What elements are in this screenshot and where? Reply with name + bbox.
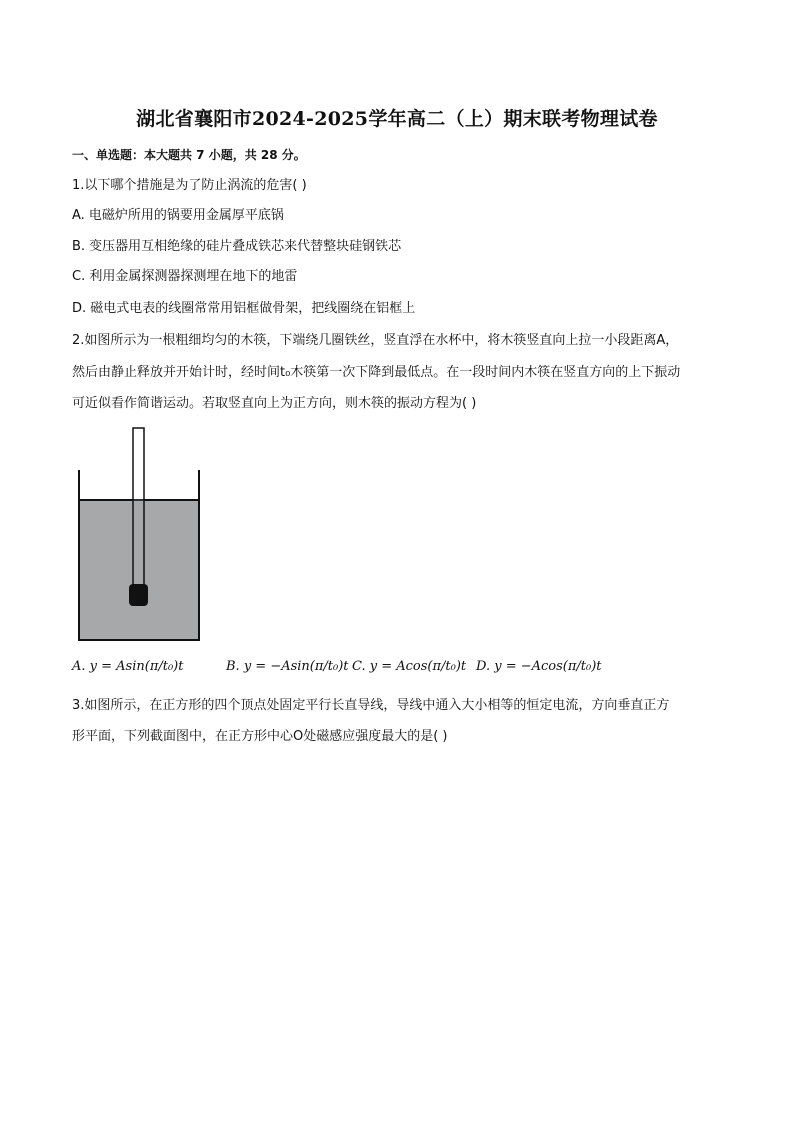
section-heading: 一、单选题：本大题共 7 小题，共 28 分。: [72, 148, 306, 162]
q2-option-d: D. y = −Acos(π/t₀)t: [476, 659, 602, 674]
q2-stem-line3: 可近似看作简谐运动。若取竖直向上为正方向，则木筷的振动方程为( ): [72, 396, 477, 411]
q2-stem-line1: 2.如图所示为一根粗细均匀的木筷，下端绕几圈铁丝，竖直浮在水杯中，将木筷竖直向上拉一小段距离A，: [72, 333, 679, 348]
chopstick-cup-figure: [72, 424, 212, 648]
q1-option-b: B. 变压器用互相绝缘的硅片叠成铁芯来代替整块硅钢铁芯: [72, 239, 402, 254]
q1-option-d: D. 磁电式电表的线圈常常用铝框做骨架，把线圈绕在铝框上: [72, 301, 416, 316]
q2-option-c: C. y = Acos(π/t₀)t: [352, 659, 467, 674]
chopstick-cup-diagram: [72, 424, 212, 644]
q1-option-a: A. 电磁炉所用的锅要用金属厚平底锅: [72, 208, 284, 223]
exam-title: 湖北省襄阳市2024-2025学年高二（上）期末联考物理试卷: [136, 108, 658, 130]
q3-stem-line2: 形平面，下列截面图中，在正方形中心O处磁感应强度最大的是( ): [72, 729, 448, 744]
q2-option-b: B. y = −Asin(π/t₀)t: [226, 659, 349, 674]
chopstick-lower: [133, 500, 144, 594]
iron-wire-coil: [129, 584, 148, 606]
q1-option-c: C. 利用金属探测器探测埋在地下的地雷: [72, 269, 298, 284]
q2-option-a: A. y = Asin(π/t₀)t: [72, 659, 184, 674]
q2-stem-line2: 然后由静止释放并开始计时，经时间t₀木筷第一次下降到最低点。在一段时间内木筷在竖直方向的上下振动: [72, 365, 681, 380]
chopstick-upper: [133, 428, 144, 500]
q1-stem: 1.以下哪个措施是为了防止涡流的危害( ): [72, 178, 307, 193]
q3-stem-line1: 3.如图所示，在正方形的四个顶点处固定平行长直导线，导线中通入大小相等的恒定电流，方向垂直正方: [72, 698, 670, 713]
